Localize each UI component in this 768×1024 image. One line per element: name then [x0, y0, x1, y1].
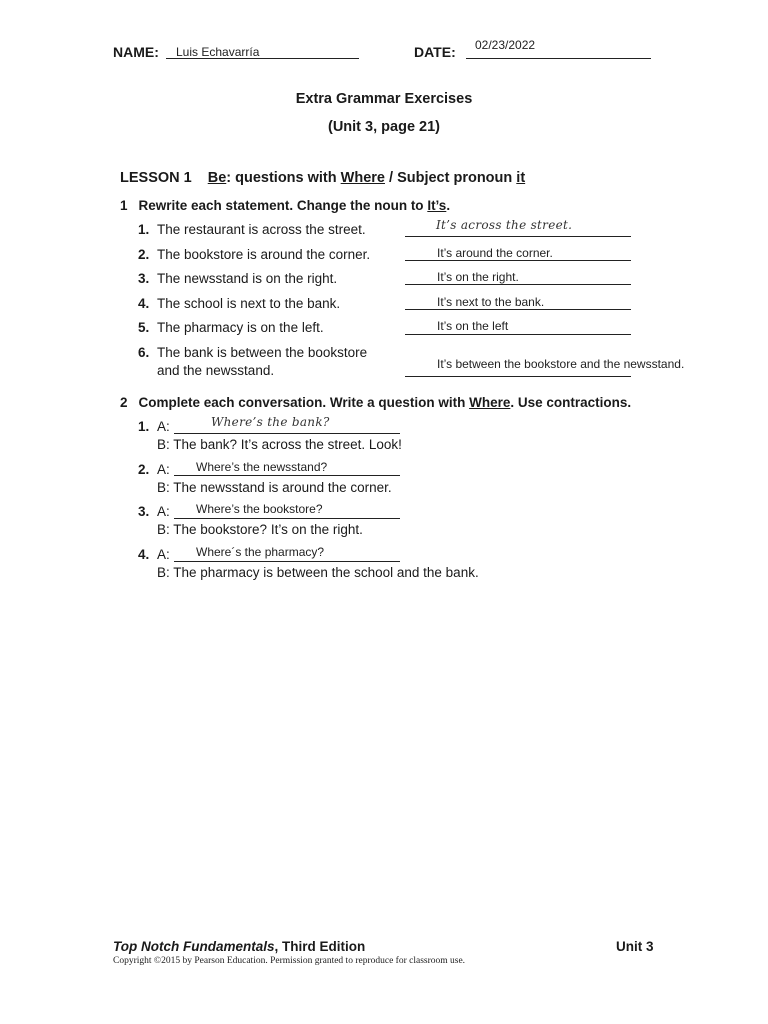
conversation-a-line [138, 462, 170, 477]
answer-text[interactable]: Where´s the pharmacy? [196, 545, 325, 559]
item-text-continued: and the newsstand. [157, 363, 275, 378]
item-number: 3. [138, 504, 150, 519]
exercise2-instruction [120, 395, 631, 410]
lesson-it: it [516, 170, 526, 186]
exercise1-instruction-its: It’s [427, 198, 447, 213]
answer-text[interactable]: It’s between the bookstore and the newsstand. [437, 357, 685, 371]
exercise2-instruction-text: Complete each conversation. Write a question with [138, 395, 470, 410]
name-label: NAME: [113, 44, 159, 60]
answer-text[interactable]: It’s around the corner. [437, 246, 553, 260]
answer-text[interactable]: It’s across the street. [436, 218, 573, 232]
book-title: Top Notch Fundamentals [113, 939, 275, 954]
date-label: DATE: [414, 44, 456, 60]
answer-line [174, 433, 400, 434]
speaker-a-label: A: [157, 462, 170, 477]
lesson-be: Be [207, 170, 227, 186]
name-value[interactable]: Luis Echavarría [176, 45, 260, 59]
answer-text[interactable]: It’s on the right. [437, 270, 519, 284]
answer-text[interactable]: Where’s the bookstore? [196, 502, 323, 516]
speaker-a-label: A: [157, 504, 170, 519]
answer-line [405, 309, 631, 310]
page-subtitle: (Unit 3, page 21) [328, 119, 440, 135]
answer-text[interactable]: Where’s the bank? [211, 415, 330, 429]
lesson-heading [120, 170, 525, 186]
item-text: The school is next to the bank. [157, 296, 341, 311]
lesson-part1: : questions with [226, 170, 341, 186]
exercise1-number: 1 [120, 198, 128, 213]
answer-text[interactable]: Where’s the newsstand? [196, 460, 328, 474]
conversation-b-line: B: The bookstore? It’s on the right. [157, 522, 363, 537]
conversation-a-line [138, 419, 170, 434]
item-number: 6. [138, 345, 150, 360]
conversation-b-line: B: The pharmacy is between the school and the bank. [157, 565, 479, 580]
answer-line [174, 475, 400, 476]
item-number: 2. [138, 247, 150, 262]
item-text: The pharmacy is on the left. [157, 320, 324, 335]
exercise1-item [138, 320, 324, 335]
item-number: 2. [138, 462, 150, 477]
speaker-a-label: A: [157, 419, 170, 434]
conversation-b-line: B: The bank? It’s across the street. Look! [157, 437, 402, 452]
exercise1-item [138, 271, 337, 286]
answer-line [174, 518, 400, 519]
item-number: 5. [138, 320, 150, 335]
answer-line [174, 561, 400, 562]
item-number: 4. [138, 296, 150, 311]
answer-line [405, 260, 631, 261]
page-title: Extra Grammar Exercises [295, 91, 473, 107]
item-number: 3. [138, 271, 150, 286]
item-number: 1. [138, 222, 150, 237]
conversation-a-line [138, 547, 170, 562]
footer-unit: Unit 3 [616, 939, 654, 954]
footer-book-title [113, 939, 365, 954]
exercise2-number: 2 [120, 395, 128, 410]
item-text: The bookstore is around the corner. [157, 247, 371, 262]
exercise1-item [138, 345, 367, 360]
lesson-label: LESSON 1 [120, 170, 192, 186]
date-value[interactable]: 02/23/2022 [475, 38, 536, 52]
item-number: 4. [138, 547, 150, 562]
answer-text[interactable]: It’s next to the bank. [437, 295, 545, 309]
lesson-part2: / Subject pronoun [384, 170, 517, 186]
exercise2-instruction-end: . Use contractions. [510, 395, 632, 410]
lesson-where: Where [340, 170, 385, 186]
answer-line [405, 376, 631, 377]
conversation-a-line [138, 504, 170, 519]
answer-line [405, 334, 631, 335]
exercise1-instruction-text: Rewrite each statement. Change the noun to [138, 198, 428, 213]
answer-text[interactable]: It’s on the left [437, 319, 509, 333]
exercise1-instruction [120, 198, 450, 213]
copyright-notice: Copyright ©2015 by Pearson Education. Permission granted to reproduce for classroom use. [113, 956, 466, 966]
date-line [466, 58, 651, 59]
item-text: The bank is between the bookstore [157, 345, 368, 360]
exercise2-instruction-where: Where [469, 395, 511, 410]
item-number: 1. [138, 419, 150, 434]
exercise1-instruction-end: . [446, 198, 451, 213]
speaker-a-label: A: [157, 547, 170, 562]
item-text: The newsstand is on the right. [157, 271, 338, 286]
conversation-b-line: B: The newsstand is around the corner. [157, 480, 392, 495]
exercise1-item [138, 296, 340, 311]
exercise1-item [138, 247, 370, 262]
exercise1-item [138, 222, 366, 237]
answer-line [405, 284, 631, 285]
item-text: The restaurant is across the street. [157, 222, 366, 237]
answer-line [405, 236, 631, 237]
book-edition: , Third Edition [274, 939, 366, 954]
